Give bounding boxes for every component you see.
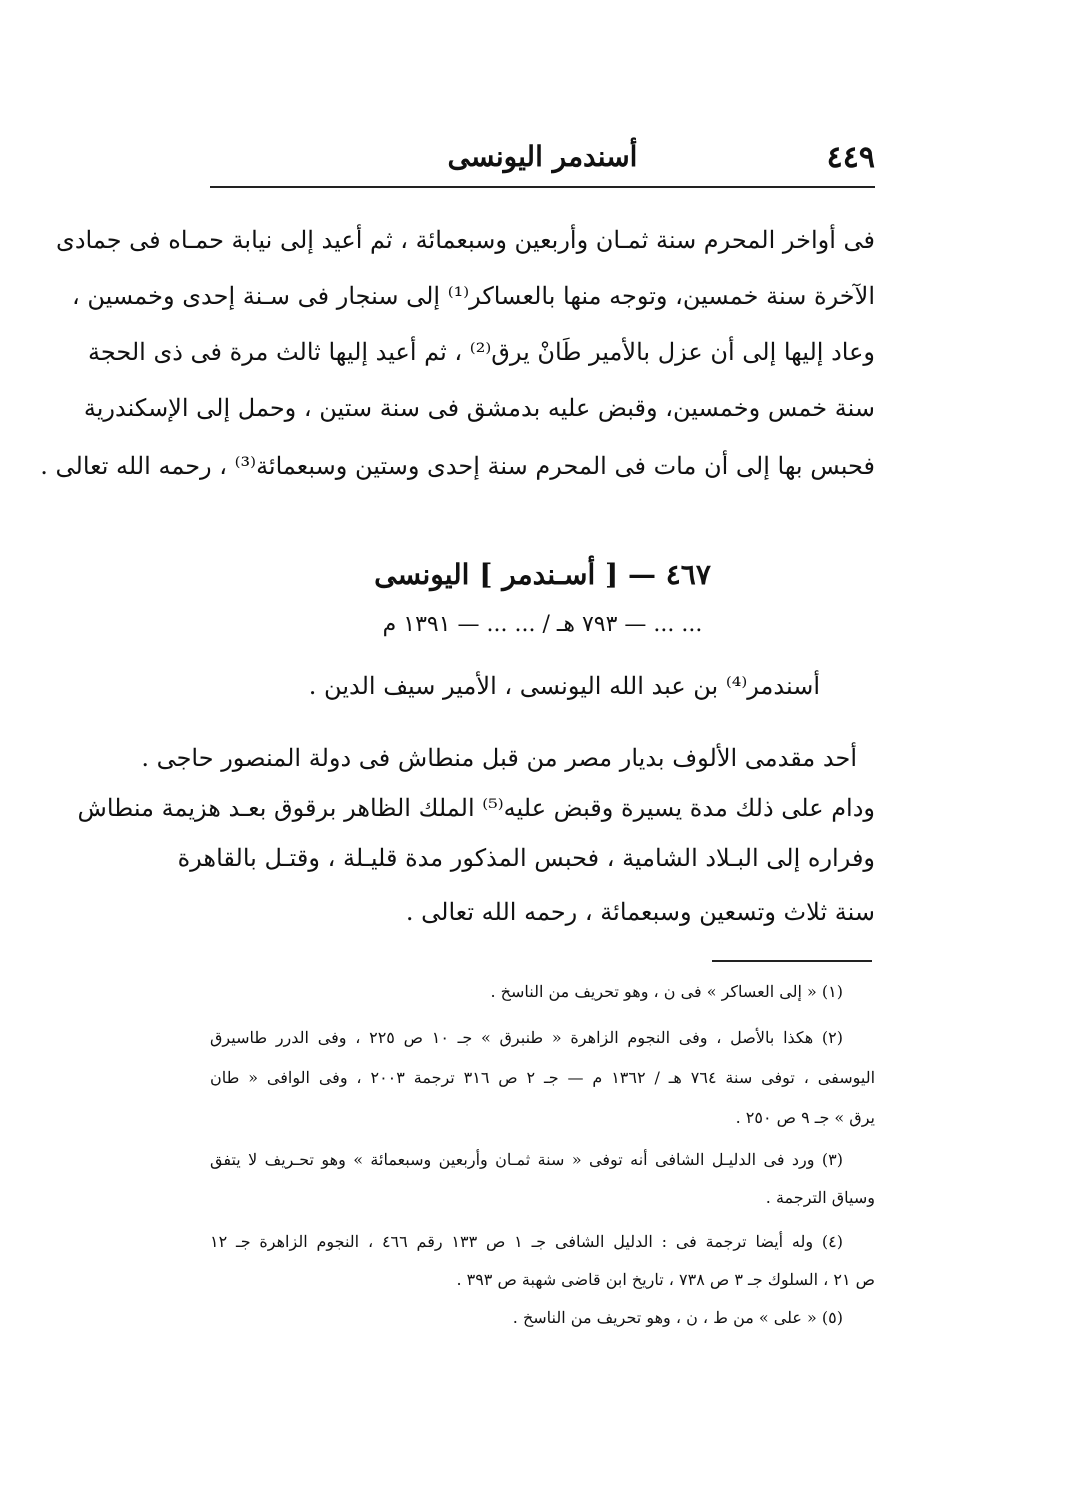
footnote-line: يرق » جـ ٩ ص ٢٥٠ . xyxy=(735,1108,875,1127)
text-line: الآخرة سنة خمسين، وتوجه منها بالعساكر⁽¹⁾ إلى سنجار فى سـنة إحدى وخمسين ، xyxy=(72,282,875,310)
header-rule xyxy=(210,186,875,188)
entry-dates: ... ... — ٧٩٣ هـ / ... ... — ١٣٩١ م xyxy=(382,612,703,637)
running-head: أسندمر اليونسى xyxy=(447,140,638,173)
footnotes xyxy=(210,982,875,1352)
text-line: فى أواخر المحرم سنة ثمـان وأربعين وسبعمائة ، ثم أعيد إلى نيابة حمـاه فى جمادى xyxy=(56,226,875,254)
text-line: سنة ثلاث وتسعين وسبعمائة ، رحمه الله تعالى . xyxy=(405,898,875,926)
footnote-line: وسياق الترجمة . xyxy=(765,1188,875,1207)
text-line: سنة خمس وخمسين، وقبض عليه بدمشق فى سنة ستين ، وحمل إلى الإسكندرية xyxy=(83,394,875,422)
text-line: وفراره إلى البـلاد الشامية ، فحبس المذكور مدة قليـلة ، وقتـل بالقاهرة xyxy=(177,844,875,872)
footnote-line: اليوسفى ، توفى سنة ٧٦٤ هـ / ١٣٦٢ م — جـ ٢ ص ٣١٦ ترجمة ٢٠٠٣ ، وفى الوافى « طان xyxy=(210,1068,876,1087)
footnote-rule xyxy=(712,960,872,962)
text-line: ودام على ذلك مدة يسيرة وقبض عليه⁽⁵⁾ الملك الظاهر برقوق بعـد هزيمة منطاش xyxy=(77,794,875,822)
footnote-line: (٥) « على » من ط ، ن ، وهو تحريف من الناسخ . xyxy=(512,1308,843,1327)
footnote-line: (٢) هكذا بالأصل ، وفى النجوم الزاهرة « طنبرق » جـ ١٠ ص ٢٢٥ ، وفى الدرر طاسيرق xyxy=(210,1028,844,1047)
text-line: وعاد إليها إلى أن عزل بالأمير طَانْ يرق⁽²⁾ ، ثم أعيد إليها ثالث مرة فى ذى الحجة xyxy=(87,338,875,366)
text-line: فحبس بها إلى أن مات فى المحرم سنة إحدى وستين وسبعمائة⁽³⁾ ، رحمه الله تعالى . xyxy=(40,452,875,480)
paragraph-2 xyxy=(77,744,875,946)
text-line: أحد مقدمى الألوف بديار مصر من قبل منطاش فى دولة المنصور حاجى . xyxy=(141,744,857,772)
footnote-line: (٤) وله أيضا ترجمة فى : الدليل الشافى جـ ١ ص ١٣٣ رقم ٤٦٦ ، النجوم الزاهرة جـ ١٢ xyxy=(210,1232,844,1251)
footnote-line: (٣) ورد فى الدليـل الشافى أنه توفى « سنة ثمـان وأربعين وسبعمائة » وهو تحـريف لا يتفق xyxy=(210,1150,843,1169)
entry-name: أسندمر⁽⁴⁾ بن عبد الله اليونسى ، الأمير سيف الدين . xyxy=(308,672,820,700)
footnote-line: ص ٢١ ، السلوك جـ ٣ ص ٧٣٨ ، تاريخ ابن قاضى شهبة ص ٣٩٣ . xyxy=(456,1270,875,1289)
page-number: ٤٤٩ xyxy=(826,140,875,175)
entry-heading: ٤٦٧ — [ أسـندمر ] اليونسى xyxy=(374,558,711,591)
paragraph-1 xyxy=(40,226,875,498)
footnote-line: (١) « إلى العساكر » فى ن ، وهو تحريف من الناسخ . xyxy=(490,982,843,1001)
page-header xyxy=(210,140,875,184)
